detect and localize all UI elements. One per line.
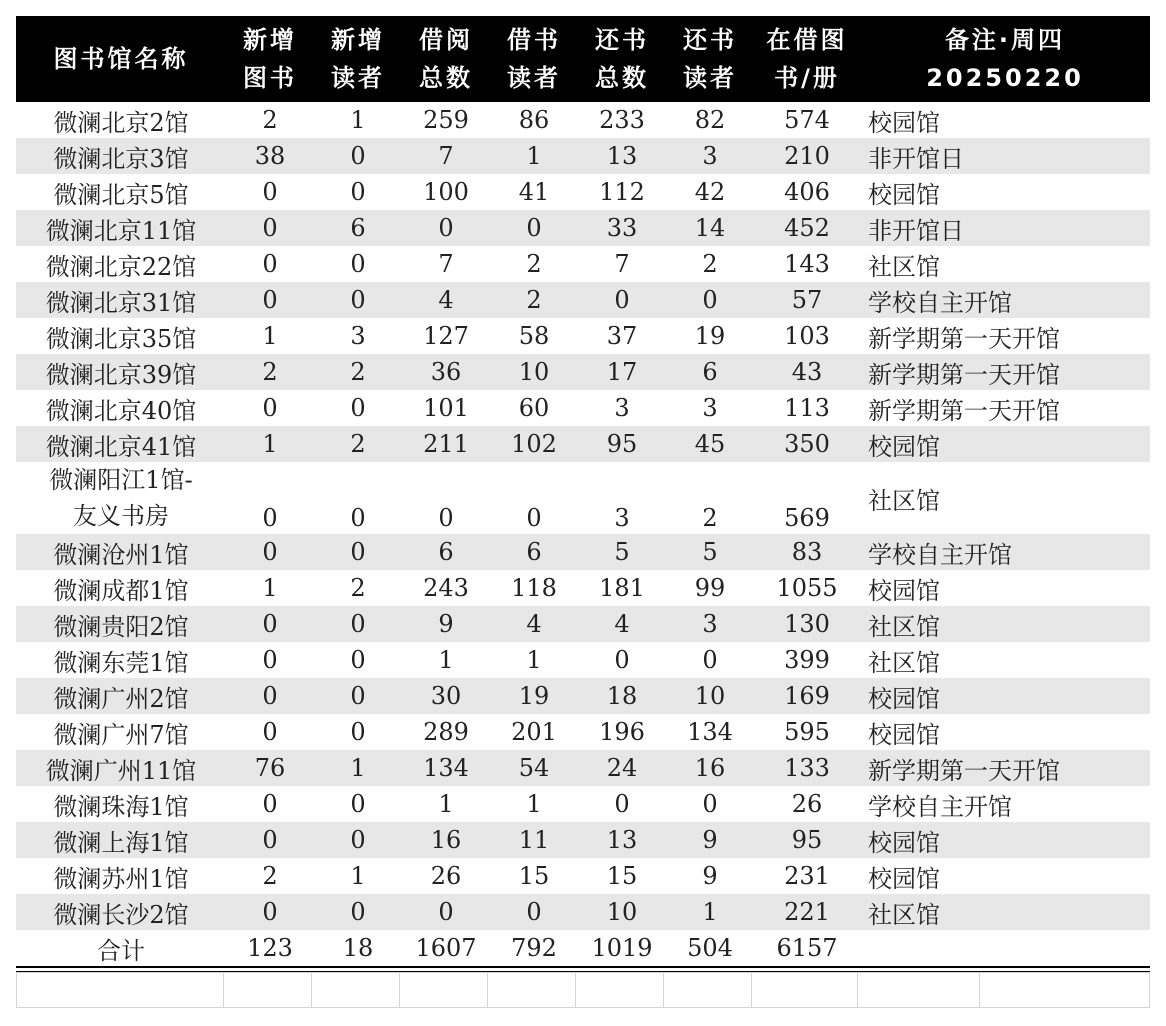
value-cell: 26	[791, 790, 823, 818]
table-row	[16, 354, 1150, 390]
empty-cell[interactable]	[400, 972, 488, 1008]
value-cell: 2	[262, 862, 278, 890]
library-name-text: 微澜北京3馆	[53, 144, 189, 173]
library-name	[16, 606, 226, 642]
header-label: 读者	[507, 64, 561, 92]
library-name	[16, 534, 226, 570]
value-cell: 0	[438, 504, 454, 532]
value-cell: 2	[526, 286, 542, 314]
table-row	[16, 246, 1150, 282]
value-cell: 3	[614, 394, 630, 422]
value-cell: 58	[518, 322, 550, 350]
value-cell: 0	[262, 504, 278, 532]
value-cell: 60	[518, 394, 550, 422]
value-cell: 10	[518, 358, 550, 386]
value-cell: 399	[784, 646, 830, 674]
library-name-text: 微澜贵阳2馆	[53, 612, 189, 641]
value-cell: 82	[694, 106, 726, 134]
value-cell: 15	[518, 862, 550, 890]
table-row	[16, 750, 1150, 786]
value-cell: 100	[423, 178, 469, 206]
note-cell: 社区馆	[868, 252, 940, 281]
value-cell: 112	[599, 178, 645, 206]
note-cell: 新学期第一天开馆	[868, 396, 1060, 425]
empty-cell[interactable]	[312, 972, 400, 1008]
value-cell: 13	[606, 142, 638, 170]
value-cell: 2	[350, 574, 366, 602]
value-cell: 5	[702, 538, 718, 566]
table-row	[16, 642, 1150, 678]
value-cell: 101	[423, 394, 469, 422]
value-cell: 0	[262, 178, 278, 206]
value-cell: 2	[350, 430, 366, 458]
value-cell: 0	[438, 898, 454, 926]
value-cell: 0	[262, 286, 278, 314]
table-row	[16, 678, 1150, 714]
value-cell: 0	[702, 286, 718, 314]
header-label: 借阅	[419, 26, 473, 54]
value-cell: 95	[791, 826, 823, 854]
value-cell: 201	[511, 718, 557, 746]
library-name	[16, 138, 226, 174]
value-cell: 6	[438, 538, 454, 566]
value-cell: 1	[526, 790, 542, 818]
note-cell: 非开馆日	[868, 216, 964, 245]
value-cell: 0	[350, 826, 366, 854]
header-total-returns	[578, 16, 666, 102]
value-cell: 0	[350, 646, 366, 674]
table-row	[16, 786, 1150, 822]
note-cell: 社区馆	[868, 900, 940, 929]
library-name-text: 微澜东莞1馆	[53, 648, 189, 677]
table-row	[16, 426, 1150, 462]
table-row	[16, 138, 1150, 174]
table-row	[16, 318, 1150, 354]
library-name	[16, 822, 226, 858]
library-name	[16, 750, 226, 786]
library-name-text: 微澜北京5馆	[53, 180, 189, 209]
note-cell: 社区馆	[868, 612, 940, 641]
value-cell: 196	[599, 718, 645, 746]
empty-cell[interactable]	[488, 972, 576, 1008]
header-label: 读者	[331, 64, 385, 92]
library-name-text: 微澜北京31馆	[45, 288, 197, 317]
table-row	[16, 606, 1150, 642]
value-cell: 1	[262, 322, 278, 350]
library-name	[16, 714, 226, 750]
library-name-text: 微澜上海1馆	[53, 828, 189, 857]
library-name-text: 微澜北京40馆	[45, 396, 197, 425]
value-cell: 1	[438, 790, 454, 818]
value-cell: 0	[350, 718, 366, 746]
note-cell: 学校自主开馆	[868, 792, 1012, 821]
value-cell: 1	[262, 430, 278, 458]
value-cell: 0	[702, 646, 718, 674]
value-cell: 0	[262, 394, 278, 422]
empty-row	[16, 972, 1150, 1008]
total-cell: 1019	[591, 934, 653, 962]
value-cell: 118	[511, 574, 557, 602]
value-cell: 0	[262, 790, 278, 818]
value-cell: 0	[526, 898, 542, 926]
library-name-text: 微澜北京39馆	[45, 360, 197, 389]
table-body	[16, 102, 1150, 930]
library-name	[16, 210, 226, 246]
value-cell: 95	[606, 430, 638, 458]
table-row	[16, 894, 1150, 930]
note-cell: 校园馆	[868, 828, 940, 857]
value-cell: 6	[350, 214, 366, 242]
value-cell: 1	[350, 106, 366, 134]
value-cell: 1	[262, 574, 278, 602]
library-name	[16, 642, 226, 678]
value-cell: 2	[526, 250, 542, 278]
note-cell: 校园馆	[868, 180, 940, 209]
value-cell: 0	[262, 538, 278, 566]
library-name-text: 微澜阳江1馆-	[49, 466, 193, 494]
value-cell: 0	[262, 214, 278, 242]
value-cell: 19	[518, 682, 550, 710]
note-cell: 校园馆	[868, 864, 940, 893]
value-cell: 3	[702, 394, 718, 422]
library-name	[16, 570, 226, 606]
value-cell: 0	[438, 214, 454, 242]
value-cell: 30	[430, 682, 462, 710]
note-cell: 新学期第一天开馆	[868, 756, 1060, 785]
value-cell: 211	[423, 430, 469, 458]
value-cell: 3	[702, 610, 718, 638]
value-cell: 37	[606, 322, 638, 350]
value-cell: 143	[784, 250, 830, 278]
value-cell: 10	[606, 898, 638, 926]
value-cell: 26	[430, 862, 462, 890]
note-cell: 非开馆日	[868, 144, 964, 173]
value-cell: 9	[702, 826, 718, 854]
table-row	[16, 174, 1150, 210]
header-label: 还书	[595, 26, 649, 54]
library-name-text: 微澜长沙2馆	[53, 900, 189, 929]
value-cell: 9	[438, 610, 454, 638]
value-cell: 595	[784, 718, 830, 746]
library-name-text: 微澜广州2馆	[53, 684, 189, 713]
header-label: 总数	[419, 64, 473, 92]
table-header	[16, 16, 1150, 102]
value-cell: 1	[526, 646, 542, 674]
total-cell: 1607	[415, 934, 477, 962]
value-cell: 2	[262, 106, 278, 134]
library-name	[16, 282, 226, 318]
header-borrow-readers	[490, 16, 578, 102]
value-cell: 41	[518, 178, 550, 206]
note-cell: 新学期第一天开馆	[868, 324, 1060, 353]
total-label: 合计	[97, 936, 145, 965]
value-cell: 0	[262, 718, 278, 746]
table-row	[16, 858, 1150, 894]
total-cell: 6157	[776, 934, 838, 962]
value-cell: 221	[784, 898, 830, 926]
header-label: 读者	[683, 64, 737, 92]
note-cell: 校园馆	[868, 576, 940, 605]
value-cell: 7	[438, 142, 454, 170]
library-name	[16, 354, 226, 390]
value-cell: 0	[262, 898, 278, 926]
value-cell: 0	[262, 682, 278, 710]
value-cell: 452	[784, 214, 830, 242]
library-name	[16, 390, 226, 426]
value-cell: 4	[438, 286, 454, 314]
library-name	[16, 318, 226, 354]
library-name-text: 友义书房	[73, 502, 169, 530]
value-cell: 574	[784, 106, 830, 134]
library-name-text: 微澜广州11馆	[45, 756, 197, 785]
value-cell: 5	[614, 538, 630, 566]
value-cell: 0	[350, 286, 366, 314]
value-cell: 57	[791, 286, 823, 314]
note-cell: 社区馆	[868, 486, 940, 515]
value-cell: 169	[784, 682, 830, 710]
library-name-text: 微澜北京11馆	[45, 216, 197, 245]
header-total-borrows	[402, 16, 490, 102]
total-cell: 18	[342, 934, 374, 962]
table-row	[16, 390, 1150, 426]
value-cell: 19	[694, 322, 726, 350]
empty-cell[interactable]	[858, 972, 980, 1008]
header-note	[860, 16, 1150, 102]
header-label: 新增	[331, 26, 385, 54]
value-cell: 0	[350, 898, 366, 926]
library-name	[16, 174, 226, 210]
value-cell: 33	[606, 214, 638, 242]
value-cell: 210	[784, 142, 830, 170]
note-cell: 新学期第一天开馆	[868, 360, 1060, 389]
library-name-text: 微澜沧州1馆	[53, 540, 189, 569]
value-cell: 15	[606, 862, 638, 890]
value-cell: 350	[784, 430, 830, 458]
header-new-readers	[314, 16, 402, 102]
value-cell: 2	[262, 358, 278, 386]
value-cell: 76	[254, 754, 286, 782]
value-cell: 1	[350, 862, 366, 890]
total-cell: 504	[687, 934, 733, 962]
empty-cell[interactable]	[576, 972, 664, 1008]
library-name	[16, 786, 226, 822]
value-cell: 289	[423, 718, 469, 746]
table-row	[16, 714, 1150, 750]
library-name-text: 微澜北京35馆	[45, 324, 197, 353]
value-cell: 0	[262, 826, 278, 854]
value-cell: 10	[694, 682, 726, 710]
note-cell: 校园馆	[868, 108, 940, 137]
value-cell: 0	[350, 504, 366, 532]
value-cell: 1	[526, 142, 542, 170]
value-cell: 16	[430, 826, 462, 854]
library-name-text: 微澜珠海1馆	[53, 792, 189, 821]
empty-cell[interactable]	[752, 972, 858, 1008]
value-cell: 7	[614, 250, 630, 278]
library-name	[16, 858, 226, 894]
empty-cell[interactable]	[980, 972, 1150, 1008]
library-name-text: 微澜北京2馆	[53, 108, 189, 137]
library-name	[16, 102, 226, 138]
value-cell: 99	[694, 574, 726, 602]
value-cell: 113	[784, 394, 830, 422]
table-row	[16, 210, 1150, 246]
value-cell: 3	[350, 322, 366, 350]
value-cell: 0	[262, 610, 278, 638]
header-label: 图书	[243, 64, 297, 92]
value-cell: 13	[606, 826, 638, 854]
value-cell: 1	[350, 754, 366, 782]
value-cell: 86	[518, 106, 550, 134]
library-name-text: 微澜苏州1馆	[53, 864, 189, 893]
total-cell: 792	[511, 934, 557, 962]
value-cell: 36	[430, 358, 462, 386]
header-label: 书/册	[774, 64, 840, 92]
value-cell: 134	[687, 718, 733, 746]
value-cell: 233	[599, 106, 645, 134]
header-books-on-loan	[754, 16, 860, 102]
total-note-empty	[860, 930, 1150, 966]
value-cell: 38	[254, 142, 286, 170]
value-cell: 569	[784, 504, 830, 532]
value-cell: 0	[614, 790, 630, 818]
value-cell: 0	[350, 538, 366, 566]
value-cell: 0	[262, 646, 278, 674]
value-cell: 0	[702, 790, 718, 818]
value-cell: 2	[702, 250, 718, 278]
value-cell: 134	[423, 754, 469, 782]
table-row	[16, 102, 1150, 138]
value-cell: 0	[350, 610, 366, 638]
table-row	[16, 534, 1150, 570]
empty-cell[interactable]	[16, 972, 224, 1008]
value-cell: 24	[606, 754, 638, 782]
value-cell: 43	[791, 358, 823, 386]
value-cell: 0	[350, 178, 366, 206]
value-cell: 127	[423, 322, 469, 350]
empty-cell[interactable]	[664, 972, 752, 1008]
table-row	[16, 822, 1150, 858]
value-cell: 0	[526, 504, 542, 532]
value-cell: 2	[350, 358, 366, 386]
value-cell: 4	[614, 610, 630, 638]
value-cell: 6	[702, 358, 718, 386]
value-cell: 16	[694, 754, 726, 782]
header-label: 备注·周四	[944, 26, 1066, 54]
value-cell: 243	[423, 574, 469, 602]
empty-cell[interactable]	[224, 972, 312, 1008]
total-row	[16, 930, 1150, 966]
value-cell: 406	[784, 178, 830, 206]
value-cell: 102	[511, 430, 557, 458]
value-cell: 1	[702, 898, 718, 926]
library-name	[16, 462, 226, 534]
note-cell: 学校自主开馆	[868, 288, 1012, 317]
value-cell: 9	[702, 862, 718, 890]
header-label: 新增	[243, 26, 297, 54]
note-cell: 学校自主开馆	[868, 540, 1012, 569]
value-cell: 18	[606, 682, 638, 710]
value-cell: 3	[614, 504, 630, 532]
value-cell: 0	[262, 250, 278, 278]
value-cell: 42	[694, 178, 726, 206]
value-cell: 2	[702, 504, 718, 532]
value-cell: 14	[694, 214, 726, 242]
value-cell: 0	[350, 682, 366, 710]
value-cell: 231	[784, 862, 830, 890]
library-name-text: 微澜广州7馆	[53, 720, 189, 749]
value-cell: 17	[606, 358, 638, 386]
library-name	[16, 894, 226, 930]
value-cell: 0	[614, 286, 630, 314]
value-cell: 0	[350, 394, 366, 422]
value-cell: 181	[599, 574, 645, 602]
value-cell: 0	[614, 646, 630, 674]
header-label: 借书	[507, 26, 561, 54]
value-cell: 3	[702, 142, 718, 170]
library-name	[16, 678, 226, 714]
library-name	[16, 426, 226, 462]
header-label: 还书	[683, 26, 737, 54]
value-cell: 83	[791, 538, 823, 566]
header-return-readers	[666, 16, 754, 102]
value-cell: 1055	[776, 574, 838, 602]
value-cell: 0	[350, 142, 366, 170]
header-label: 在借图	[766, 26, 848, 54]
value-cell: 7	[438, 250, 454, 278]
value-cell: 11	[518, 826, 550, 854]
value-cell: 133	[784, 754, 830, 782]
value-cell: 0	[526, 214, 542, 242]
header-new-books	[226, 16, 314, 102]
header-label: 图书馆名称	[53, 45, 189, 73]
value-cell: 6	[526, 538, 542, 566]
note-cell: 社区馆	[868, 648, 940, 677]
note-cell: 校园馆	[868, 432, 940, 461]
value-cell: 0	[350, 790, 366, 818]
library-name-text: 微澜北京41馆	[45, 432, 197, 461]
library-name-text: 微澜北京22馆	[45, 252, 197, 281]
value-cell: 130	[784, 610, 830, 638]
stats-table	[16, 16, 1150, 1008]
header-date: 20250220	[926, 64, 1084, 92]
value-cell: 0	[350, 250, 366, 278]
value-cell: 45	[694, 430, 726, 458]
value-cell: 259	[423, 106, 469, 134]
header-library-name	[16, 16, 226, 102]
table-row	[16, 570, 1150, 606]
table-row	[16, 462, 1150, 534]
note-cell: 校园馆	[868, 684, 940, 713]
value-cell: 103	[784, 322, 830, 350]
value-cell: 1	[438, 646, 454, 674]
table-row	[16, 282, 1150, 318]
total-cell: 123	[247, 934, 293, 962]
note-cell: 校园馆	[868, 720, 940, 749]
library-name-text: 微澜成都1馆	[53, 576, 189, 605]
header-label: 总数	[595, 64, 649, 92]
value-cell: 54	[518, 754, 550, 782]
value-cell: 4	[526, 610, 542, 638]
library-name	[16, 246, 226, 282]
